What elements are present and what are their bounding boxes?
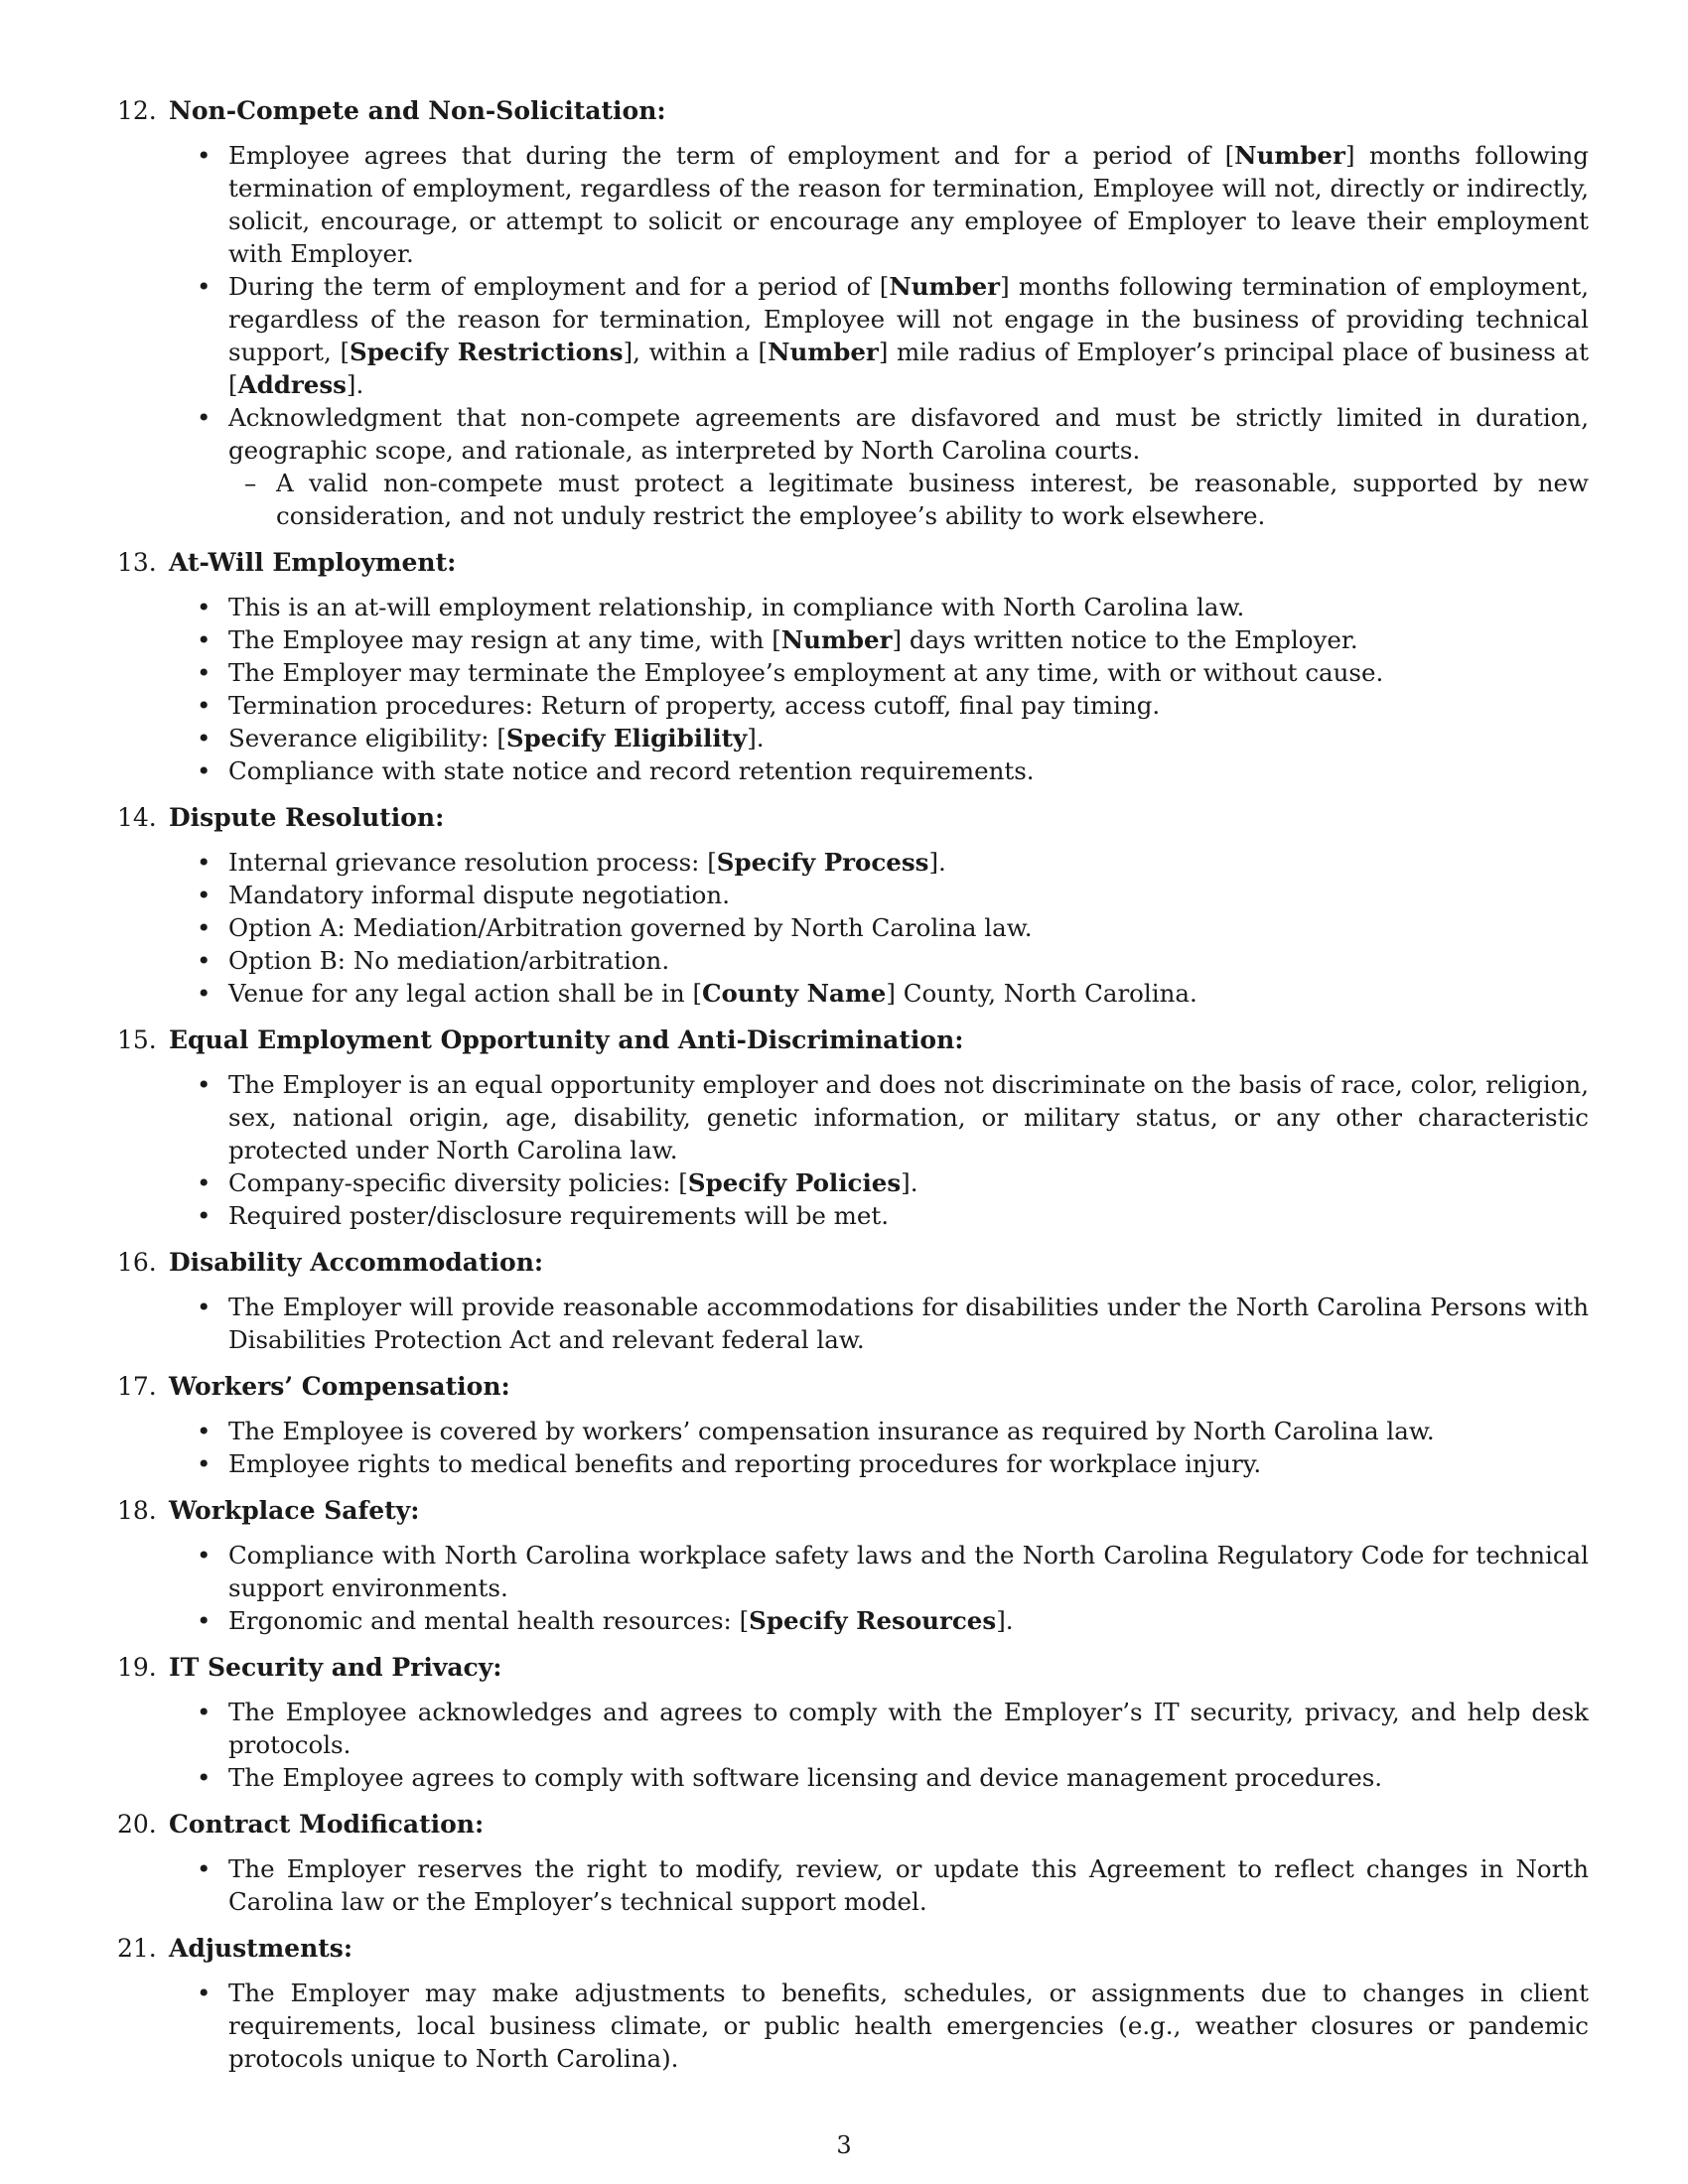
section-title: Equal Employment Opportunity and Anti-Discrimination: bbox=[169, 1025, 964, 1054]
section-heading bbox=[117, 1024, 1589, 1056]
section-21 bbox=[117, 1933, 1589, 2075]
section-20 bbox=[117, 1809, 1589, 1918]
placeholder-field: County Name bbox=[702, 979, 887, 1008]
section-heading bbox=[117, 1652, 1589, 1684]
sub-list bbox=[228, 467, 1589, 532]
item-text: Venue for any legal action shall be in [ bbox=[228, 979, 703, 1008]
list-item: • Employee rights to medical benefits and reporting procedures for workplace injury. bbox=[117, 1447, 1589, 1480]
document-body bbox=[117, 95, 1589, 2090]
item-text: ]. bbox=[996, 1606, 1014, 1635]
item-text: ] mile radius of Employer’s principal place of business at [ bbox=[228, 338, 1589, 399]
item-text: The Employee may resign at any time, with [ bbox=[228, 625, 781, 654]
sub-list-item: – A valid non-compete must protect a legitimate business interest, be reasonable, supported by new consideration, and not unduly restrict the employee’s ability to work elsewhere. bbox=[228, 467, 1589, 532]
section-heading bbox=[117, 1495, 1589, 1527]
list-item: • The Employer will provide reasonable accommodations for disabilities under the North Carolina Persons with Disabilities Protection Act and relevant federal law. bbox=[117, 1291, 1589, 1356]
list-item: • The Employee is covered by workers’ compensation insurance as required by North Carolina law. bbox=[117, 1415, 1589, 1447]
item-text: During the term of employment and for a period of [ bbox=[228, 272, 890, 301]
section-title: At-Will Employment: bbox=[169, 548, 457, 577]
section-13 bbox=[117, 547, 1589, 787]
list-item: • The Employer may make adjustments to benefits, schedules, or assignments due to changes in client requirements, local business climate, or public health emergencies (e.g., weather closures or pandemic protocols unique to North Carolina). bbox=[117, 1977, 1589, 2075]
list-item: • Option B: No mediation/arbitration. bbox=[117, 944, 1589, 977]
section-title: Disability Accommodation: bbox=[169, 1248, 544, 1277]
list-item: • The Employee acknowledges and agrees to comply with the Employer’s IT security, privacy, and help desk protocols. bbox=[117, 1696, 1589, 1761]
section-12 bbox=[117, 95, 1589, 532]
item-text: Severance eligibility: [ bbox=[228, 724, 506, 752]
section-16 bbox=[117, 1247, 1589, 1356]
section-list bbox=[117, 1068, 1589, 1232]
list-item: • The Employer may terminate the Employee’s employment at any time, with or without cause. bbox=[117, 656, 1589, 689]
list-item: • Mandatory informal dispute negotiation. bbox=[117, 879, 1589, 911]
section-heading bbox=[117, 1933, 1589, 1965]
section-list bbox=[117, 1415, 1589, 1480]
section-15 bbox=[117, 1024, 1589, 1232]
section-number: 13. bbox=[117, 548, 157, 577]
list-item: • Option A: Mediation/Arbitration governed by North Carolina law. bbox=[117, 911, 1589, 944]
section-list bbox=[117, 1696, 1589, 1794]
section-title: Dispute Resolution: bbox=[169, 803, 445, 832]
item-text: ], within a [ bbox=[623, 338, 769, 366]
list-item bbox=[117, 270, 1589, 401]
section-number: 18. bbox=[117, 1496, 157, 1525]
list-item: • Compliance with state notice and record retention requirements. bbox=[117, 754, 1589, 787]
list-item: • Required poster/disclosure requirements will be met. bbox=[117, 1199, 1589, 1232]
list-item: • The Employer is an equal opportunity employer and does not discriminate on the basis of race, color, religion, sex, national origin, age, disability, genetic information, or military status, or any other characteristic protected under North Carolina law. bbox=[117, 1068, 1589, 1166]
placeholder-field: Address bbox=[237, 370, 347, 399]
section-number: 15. bbox=[117, 1025, 157, 1054]
item-text: ] months following termination of employment, regardless of the reason for termination, Employee will not, directly or indirectly, solicit, encourage, or attempt to solicit or encourage any employee of Employer to leave their employment with Employer. bbox=[228, 141, 1589, 268]
list-item bbox=[117, 1166, 1589, 1199]
item-text: ]. bbox=[747, 724, 765, 752]
list-item: • The Employee agrees to comply with software licensing and device management procedures. bbox=[117, 1761, 1589, 1794]
placeholder-field: Specify Process bbox=[716, 848, 929, 877]
list-item: • Compliance with North Carolina workplace safety laws and the North Carolina Regulatory Code for technical support environments. bbox=[117, 1539, 1589, 1604]
section-title: Workers’ Compensation: bbox=[169, 1372, 510, 1401]
placeholder-field: Number bbox=[768, 338, 879, 366]
section-list bbox=[117, 139, 1589, 532]
placeholder-field: Number bbox=[1234, 141, 1345, 170]
section-list bbox=[117, 846, 1589, 1010]
list-item bbox=[117, 977, 1589, 1010]
section-number: 20. bbox=[117, 1810, 157, 1839]
item-text: Employee agrees that during the term of employment and for a period of [ bbox=[228, 141, 1235, 170]
section-list bbox=[117, 591, 1589, 787]
list-item bbox=[117, 139, 1589, 270]
section-title: Workplace Safety: bbox=[169, 1496, 420, 1525]
list-item: • Termination procedures: Return of property, access cutoff, final pay timing. bbox=[117, 689, 1589, 722]
placeholder-field: Number bbox=[889, 272, 1001, 301]
list-item bbox=[117, 846, 1589, 879]
section-heading bbox=[117, 1809, 1589, 1841]
page-number: 3 bbox=[836, 2131, 852, 2159]
placeholder-field: Specify Restrictions bbox=[350, 338, 624, 366]
placeholder-field: Specify Eligibility bbox=[505, 724, 748, 752]
section-list bbox=[117, 1539, 1589, 1637]
item-text: Company-specific diversity policies: [ bbox=[228, 1168, 688, 1197]
section-title: Adjustments: bbox=[169, 1934, 353, 1963]
list-item bbox=[117, 722, 1589, 754]
list-item: • This is an at-will employment relationship, in compliance with North Carolina law. bbox=[117, 591, 1589, 623]
section-14 bbox=[117, 802, 1589, 1010]
item-text: Ergonomic and mental health resources: [ bbox=[228, 1606, 750, 1635]
section-list bbox=[117, 1977, 1589, 2075]
placeholder-field: Specify Resources bbox=[749, 1606, 997, 1635]
section-heading bbox=[117, 547, 1589, 579]
section-19 bbox=[117, 1652, 1589, 1794]
item-text: ] County, North Carolina. bbox=[886, 979, 1197, 1008]
placeholder-field: Specify Policies bbox=[687, 1168, 902, 1197]
section-title: IT Security and Privacy: bbox=[169, 1653, 502, 1682]
section-number: 19. bbox=[117, 1653, 157, 1682]
section-17 bbox=[117, 1371, 1589, 1480]
list-item: • The Employer reserves the right to modify, review, or update this Agreement to reflect changes in North Carolina law or the Employer’s technical support model. bbox=[117, 1852, 1589, 1918]
section-list bbox=[117, 1291, 1589, 1356]
section-title: Non-Compete and Non-Solicitation: bbox=[169, 96, 666, 125]
section-heading bbox=[117, 95, 1589, 127]
list-item bbox=[117, 401, 1589, 532]
section-18 bbox=[117, 1495, 1589, 1637]
section-number: 21. bbox=[117, 1934, 157, 1963]
item-text: ]. bbox=[928, 848, 946, 877]
item-text: ] days written notice to the Employer. bbox=[892, 625, 1358, 654]
section-number: 17. bbox=[117, 1372, 157, 1401]
item-text: Acknowledgment that non-compete agreements are disfavored and must be strictly limited in duration, geographic scope, and rationale, as interpreted by North Carolina courts. bbox=[228, 403, 1589, 465]
section-number: 14. bbox=[117, 803, 157, 832]
section-heading bbox=[117, 1247, 1589, 1279]
section-number: 12. bbox=[117, 96, 157, 125]
section-heading bbox=[117, 802, 1589, 834]
item-text: ] months following termination of employment, regardless of the reason for termination, Employee will not engage in the business of providing technical support, [ bbox=[228, 272, 1589, 366]
list-item bbox=[117, 1604, 1589, 1637]
section-number: 16. bbox=[117, 1248, 157, 1277]
item-text: Internal grievance resolution process: [ bbox=[228, 848, 717, 877]
section-title: Contract Modification: bbox=[169, 1810, 485, 1839]
item-text: ]. bbox=[346, 370, 364, 399]
section-heading bbox=[117, 1371, 1589, 1403]
section-list bbox=[117, 1852, 1589, 1918]
placeholder-field: Number bbox=[780, 625, 893, 654]
item-text: ]. bbox=[901, 1168, 918, 1197]
list-item bbox=[117, 623, 1589, 656]
